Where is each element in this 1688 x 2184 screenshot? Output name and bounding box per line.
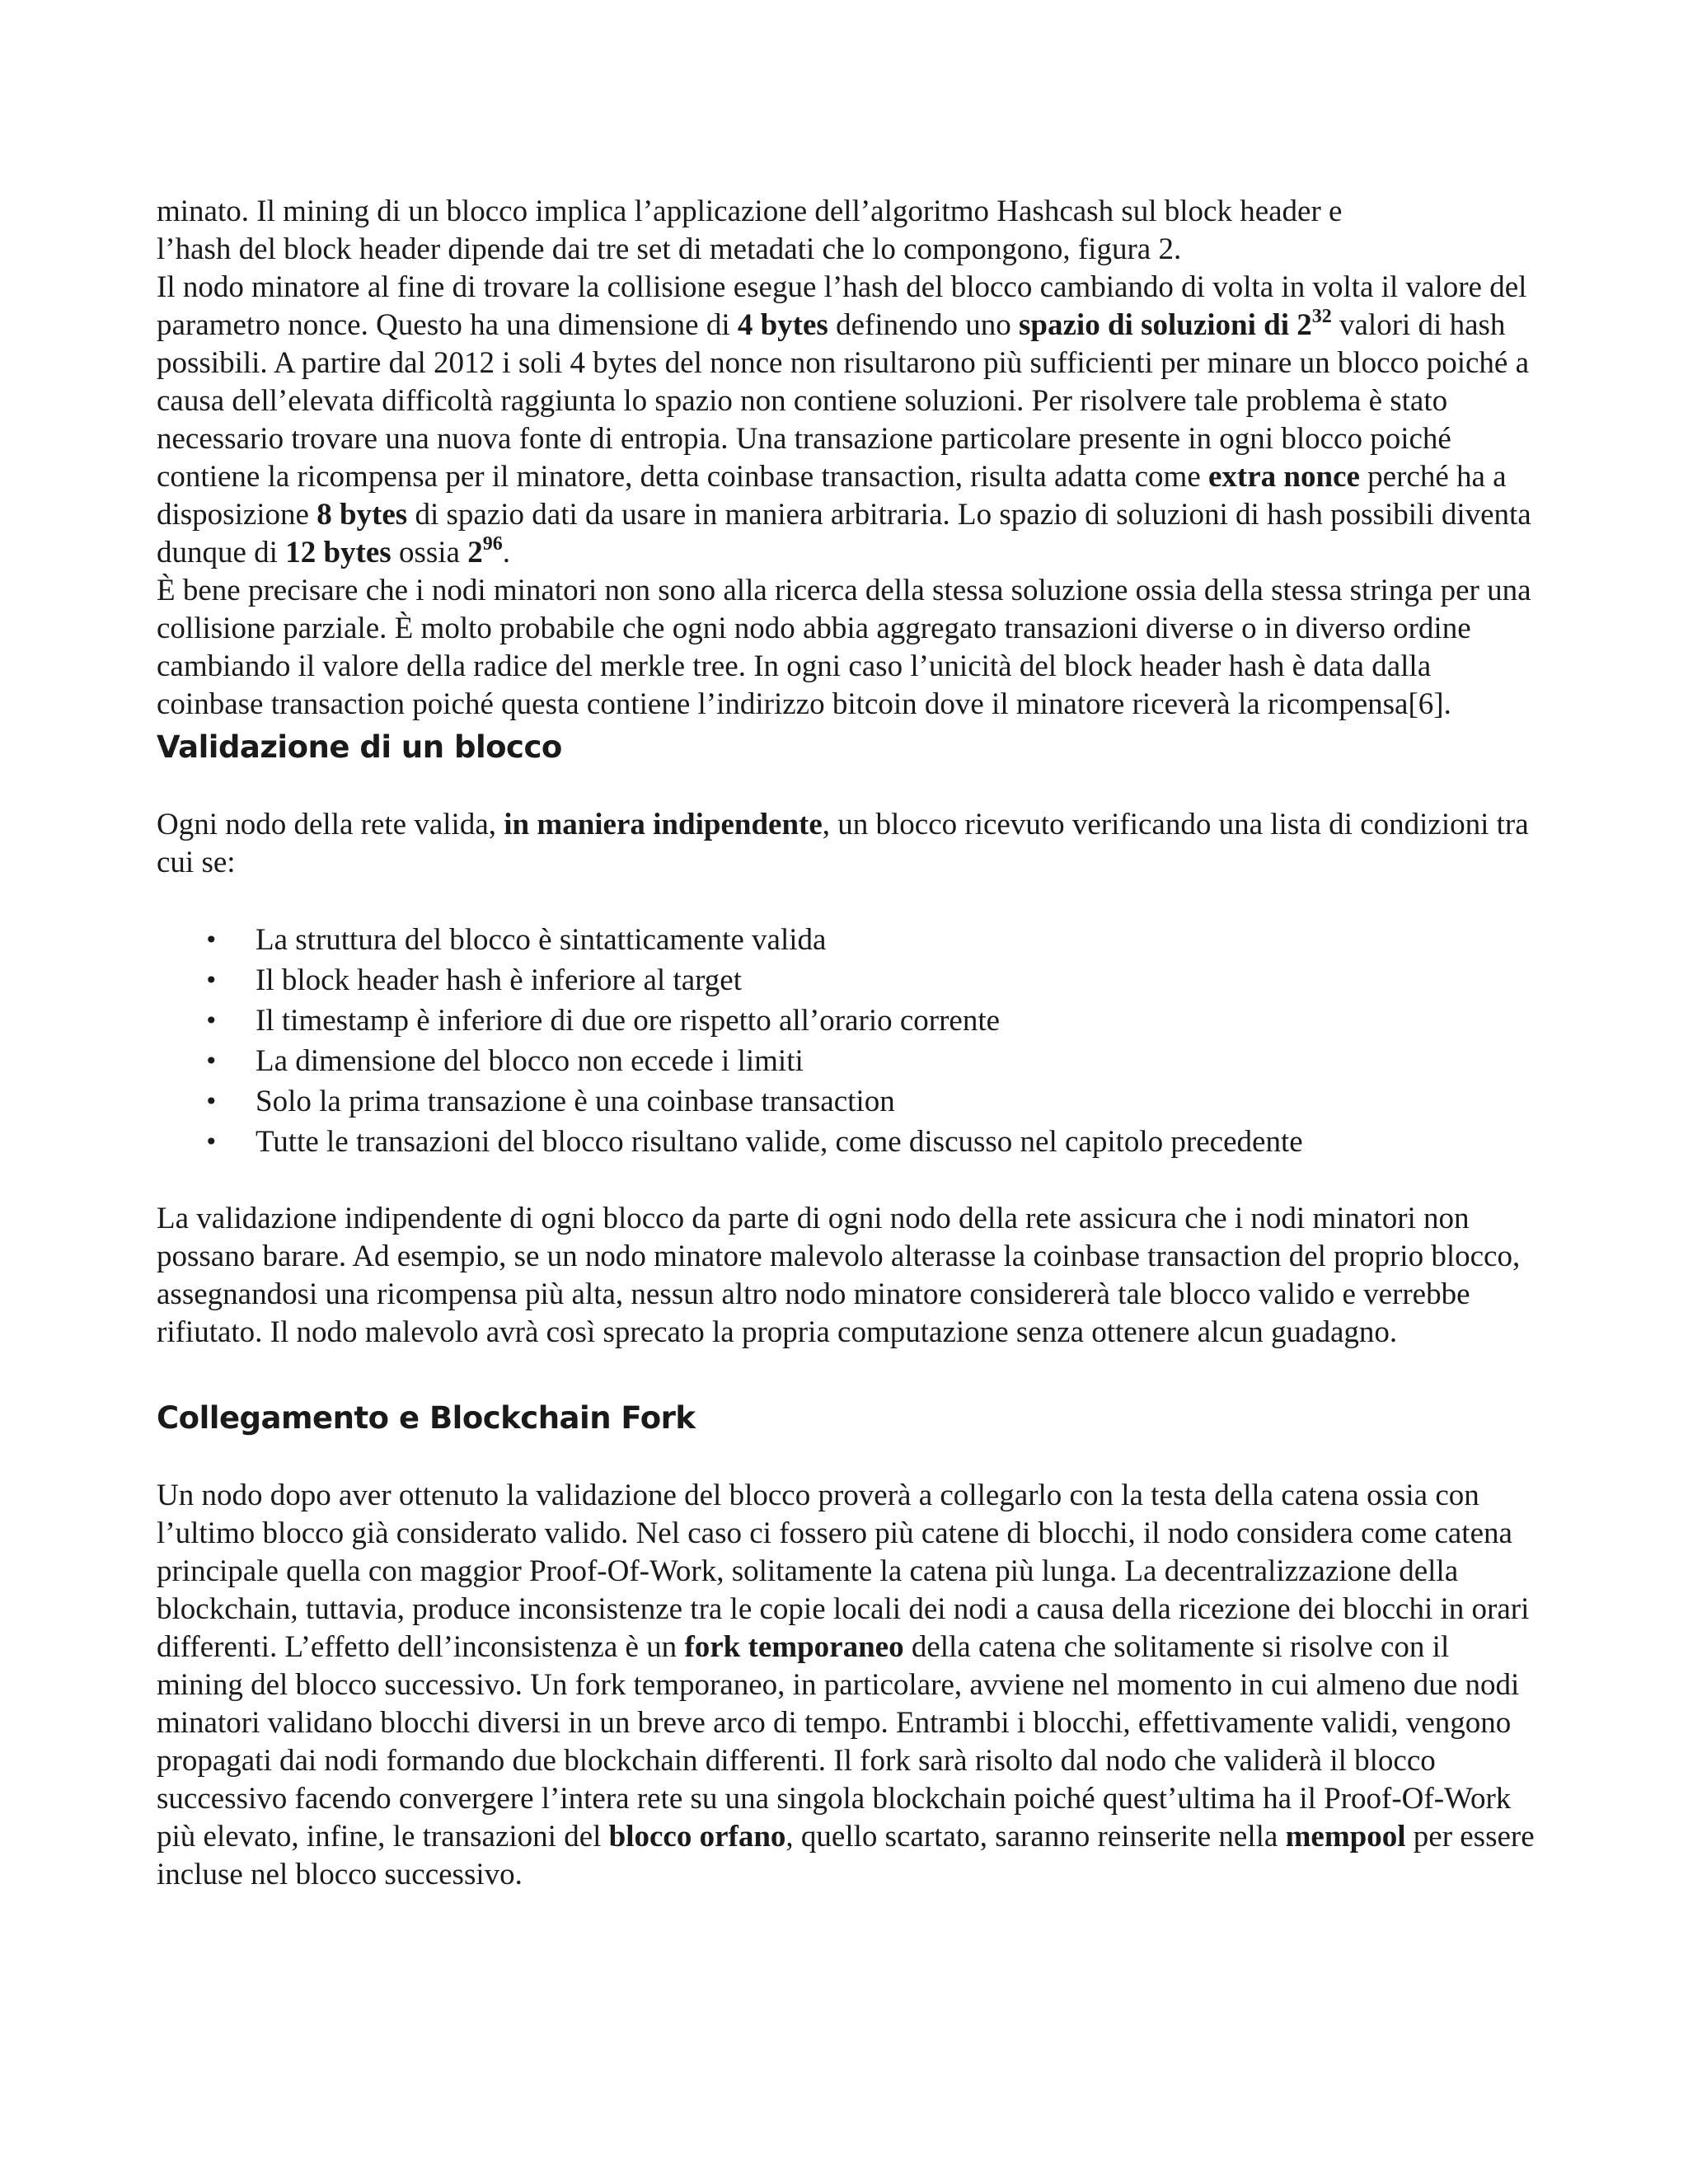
- list-item: [157, 1122, 1541, 1162]
- bold-12-bytes: 12 bytes: [285, 536, 392, 569]
- bold-8-bytes: 8 bytes: [316, 498, 408, 532]
- document-page: [157, 193, 1541, 1894]
- text-run: spazio di soluzioni di 2: [1019, 308, 1312, 342]
- text-run: , un blocco ricevuto verificando una lista di condizioni tra cui se:: [157, 808, 1529, 879]
- text-run: valori di hash possibili. A partire dal 2012 i soli 4 bytes del nonce non risultarono più sufficienti per minare un blocco poiché a causa dell’elevata difficoltà raggiunta lo spazio non contiene soluzioni. Per risolvere tale problema è stato necessario trovare una nuova fonte di entropia. Una transazione particolare presente in ogni blocco poiché contiene la ricompensa per il minatore, detta coinbase transaction, risulta adatta come: [157, 308, 1529, 494]
- list-item-text: La dimensione del blocco non eccede i limiti: [256, 1044, 804, 1078]
- text-run: ossia: [391, 536, 468, 569]
- bullet-icon: •: [204, 967, 218, 994]
- list-item-text: Solo la prima transazione è una coinbase transaction: [256, 1085, 895, 1118]
- bold-indipendente: in maniera indipendente: [504, 808, 823, 841]
- list-item: [157, 1081, 1541, 1122]
- bold-4-bytes: 4 bytes: [737, 308, 828, 342]
- text-run: , quello scartato, saranno reinserite nella: [785, 1820, 1286, 1854]
- bullet-icon: •: [204, 1007, 218, 1034]
- heading-blockchain-fork: Collegamento e Blockchain Fork: [157, 1400, 696, 1436]
- validation-intro-paragraph: [157, 806, 1541, 882]
- heading-validazione: Validazione di un blocco: [157, 729, 562, 765]
- nonce-paragraph: [157, 269, 1541, 572]
- bullet-icon: •: [204, 1088, 218, 1115]
- fork-paragraph: [157, 1477, 1541, 1894]
- bold-2-96: [467, 532, 503, 569]
- intro-line-2: l’hash del block header dipende dai tre set di metadati che lo compongono, figura 2.: [157, 232, 1182, 266]
- bold-solution-space: [1019, 305, 1332, 342]
- bold-blocco-orfano: blocco orfano: [608, 1820, 786, 1854]
- uniqueness-paragraph: È bene precisare che i nodi minatori non sono alla ricerca della stessa soluzione ossia della stessa stringa per una collisione parziale. È molto probabile che ogni nodo abbia aggregato transazioni diverse o in diverso ordine cambiando il valore della radice del merkle tree. In ogni caso l’unicità del block header hash è data dalla coinbase transaction poiché questa contiene l’indirizzo bitcoin dove il minatore riceverà la ricompensa[6].: [157, 574, 1531, 721]
- text-run: Un nodo dopo aver ottenuto la validazione del blocco proverà a collegarlo con la testa della catena ossia con l’ultimo blocco già considerato valido. Nel caso ci fossero più catene di blocchi, il nodo considera come catena principale quella con maggior Proof-Of-Work, solitamente la catena più lunga. La decentralizzazione della blockchain, tuttavia, produce inconsistenze tra le copie locali dei nodi a causa della ricezione dei blocchi in orari differenti. L’effetto dell’inconsistenza è un: [157, 1479, 1530, 1664]
- list-item: [157, 920, 1541, 960]
- text-run: per essere incluse nel blocco successivo.: [157, 1820, 1535, 1891]
- list-item-text: Tutte le transazioni del blocco risultano valide, come discusso nel capitolo precedente: [256, 1125, 1303, 1159]
- list-item-text: La struttura del blocco è sintatticamente valida: [256, 923, 827, 957]
- exponent-32: 32: [1311, 305, 1332, 327]
- bullet-icon: •: [204, 1128, 218, 1155]
- text-run: perché ha a disposizione: [157, 460, 1507, 532]
- list-item: [157, 1001, 1541, 1041]
- text-run: Ogni nodo della rete valida,: [157, 808, 504, 841]
- bullet-icon: •: [204, 1047, 218, 1075]
- bullet-icon: •: [204, 926, 218, 954]
- bold-mempool: mempool: [1285, 1820, 1406, 1854]
- text-run: 2: [467, 536, 483, 569]
- text-run: definendo uno: [828, 308, 1020, 342]
- text-run: Il nodo minatore al fine di trovare la collisione esegue l’hash del blocco cambiando di volta in volta il valore del parametro nonce. Questo ha una dimensione di: [157, 270, 1527, 342]
- text-run: della catena che solitamente si risolve con il mining del blocco successivo. Un fork temporaneo, in particolare, avviene nel momento in cui almeno due nodi minatori validano blocchi diversi in un breve arco di tempo. Entrambi i blocchi, effettivamente validi, vengono propagati dai nodi formando due blockchain differenti. Il fork sarà risolto dal nodo che validerà il blocco successivo facendo convergere l’intera rete su una singola blockchain poiché quest’ultima ha il Proof-Of-Work più elevato, infine, le transazioni del: [157, 1630, 1520, 1854]
- exponent-96: 96: [482, 532, 503, 555]
- list-item: [157, 960, 1541, 1001]
- bold-fork-temporaneo: fork temporaneo: [684, 1630, 904, 1664]
- text-run: di spazio dati da usare in maniera arbitraria. Lo spazio di soluzioni di hash possibili diventa dunque di: [157, 498, 1531, 569]
- validation-conclusion-paragraph: La validazione indipendente di ogni blocco da parte di ogni nodo della rete assicura che i nodi minatori non possano barare. Ad esempio, se un nodo minatore malevolo alterasse la coinbase transaction del proprio blocco, assegnandosi una ricompensa più alta, nessun altro nodo minatore considererà tale blocco valido e verrebbe rifiutato. Il nodo malevolo avrà così sprecato la propria computazione senza ottenere alcun guadagno.: [157, 1202, 1521, 1349]
- bold-extra-nonce: extra nonce: [1208, 460, 1360, 494]
- intro-line-1: minato. Il mining di un blocco implica l’applicazione dell’algoritmo Hashcash sul block header e: [157, 194, 1343, 228]
- text-run: .: [502, 536, 510, 569]
- intro-paragraph: [157, 193, 1541, 269]
- list-item-text: Il block header hash è inferiore al target: [256, 963, 743, 997]
- conditions-list: [157, 920, 1541, 1162]
- list-item-text: Il timestamp è inferiore di due ore rispetto all’orario corrente: [256, 1004, 1001, 1038]
- list-item: [157, 1041, 1541, 1081]
